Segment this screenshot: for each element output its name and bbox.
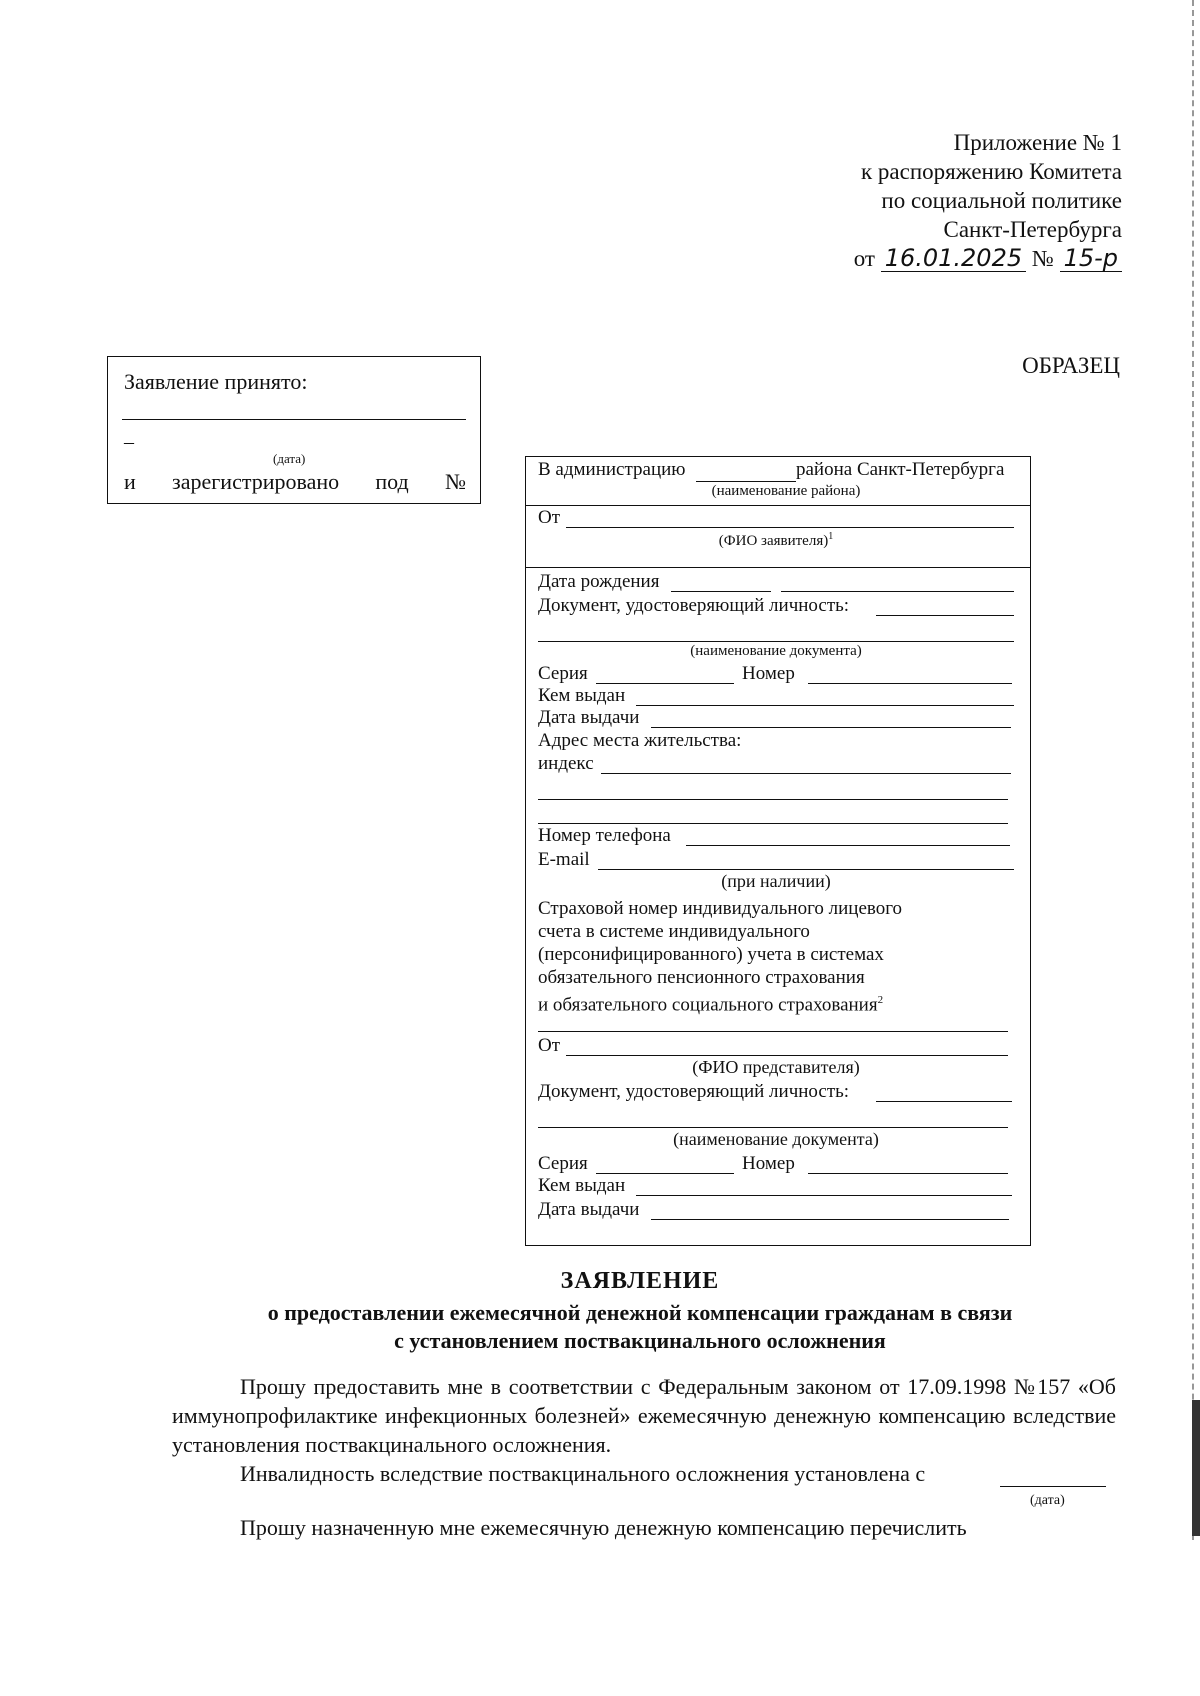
box-divider-2 [526,567,1030,568]
admin-prefix: В администрацию [538,459,686,480]
doc-name-caption: (наименование документа) [690,643,862,659]
rep-doc-name-caption: (наименование документа) [673,1129,879,1149]
rep-series-label: Серия [538,1153,588,1174]
disability-date-line [1000,1486,1106,1487]
address-line-1 [538,799,1008,800]
index-label: индекс [538,753,594,774]
series-line [596,683,734,684]
appendix-date-row [854,244,1122,273]
accepted-blank-line [122,419,466,420]
disability-date-caption: (дата) [1030,1493,1065,1508]
birth-line-2 [781,591,1014,592]
appendix-line2: к распоряжению Комитета [861,159,1122,184]
reg-word-under: под [375,469,409,494]
issued-by-line [636,705,1014,706]
email-label: E-mail [538,849,590,870]
statement-title: ЗАЯВЛЕНИЕ [560,1268,720,1294]
fio-footnote: 1 [828,531,834,542]
appendix-line1: Приложение № 1 [953,130,1122,155]
sample-label: ОБРАЗЕЦ [1022,353,1120,378]
snils-line-4: обязательного пенсионного страхования [538,967,865,988]
appendix-from-label: от [853,246,875,271]
snils-footnote: 2 [877,994,884,1006]
rep-id-doc-label: Документ, удостоверяющий личность: [538,1081,850,1102]
rep-caption: (ФИО представителя) [692,1057,860,1077]
district-line [696,481,796,482]
fio-line [566,527,1014,528]
snils-line-1: Страховой номер индивидуального лицевого [538,898,903,919]
rep-issue-date-line [651,1219,1009,1220]
rep-from-label: От [538,1035,561,1056]
birth-label: Дата рождения [538,571,660,592]
reg-word-number: № [445,469,466,494]
number-line [808,683,1012,684]
district-caption: (наименование района) [711,483,861,499]
accepted-date-caption: (дата) [273,451,306,466]
statement-paragraph-2: Инвалидность вследствие поствакцинального осложнения установлена с [240,1461,926,1486]
address-label: Адрес места жительства: [538,730,742,751]
snils-line-5 [538,989,902,1016]
number-label: Номер [742,663,795,684]
appendix-header [854,128,1122,273]
email-line [598,869,1014,870]
registered-row [124,469,466,495]
box-divider-1 [526,505,1030,506]
appendix-line4: Санкт-Петербурга [943,217,1122,242]
appendix-line3: по социальной политике [881,188,1122,213]
fio-caption [696,531,856,550]
reg-word-and: и [124,469,136,494]
index-line [601,773,1011,774]
reg-word-registered: зарегистрировано [172,469,340,494]
rep-issued-by-label: Кем выдан [538,1175,626,1196]
rep-id-doc-line [876,1101,1012,1102]
handwritten-date: 16.01.2025 [881,245,1026,272]
id-doc-label: Документ, удостоверяющий личность: [538,595,850,616]
snils-line-3: (персонифицированного) учета в системах [538,944,884,965]
phone-label: Номер телефона [538,825,671,846]
phone-line [686,845,1010,846]
application-accepted-box [107,356,481,504]
id-doc-name-line [538,641,1014,642]
from-label: От [538,507,561,528]
appendix-no-label: № [1031,246,1054,271]
snils-line-5-text: и обязательного социального страхования [538,994,878,1016]
snils-value-line [538,1031,1008,1032]
if-any-caption: (при наличии) [721,871,831,891]
rep-fio-line [566,1055,1008,1056]
rep-number-label: Номер [742,1153,795,1174]
id-doc-line [876,615,1014,616]
snils-line-2: счета в системе индивидуального [538,921,810,942]
rep-doc-name-line [538,1127,1008,1128]
admin-suffix: района Санкт-Петербурга [796,459,1005,480]
snils-label [538,897,902,1016]
applicant-info-box [525,456,1031,1246]
statement-subtitle-1: о предоставлении ежемесячной денежной компенсации гражданам в связи [267,1300,1013,1325]
issued-by-label: Кем выдан [538,685,626,706]
statement-paragraph-3: Прошу назначенную мне ежемесячную денежную компенсацию перечислить [240,1515,967,1540]
rep-issue-date-label: Дата выдачи [538,1199,640,1220]
birth-line-1 [671,591,771,592]
issue-date-label: Дата выдачи [538,707,640,728]
accepted-title: Заявление принято: [124,369,308,394]
rep-issued-by-line [636,1195,1012,1196]
accepted-dash: – [124,431,134,453]
fio-caption-text: (ФИО заявителя) [718,533,829,549]
scan-edge-dark [1192,1400,1200,1536]
issue-date-line [651,727,1011,728]
statement-paragraph-1: Прошу предоставить мне в соответствии с Федеральным законом от 17.09.1998 №157 «Об иммунопрофилактике инфекционных болезней» ежемесячную денежную компенсацию вследствие установления поствакцинального осложнения. [172,1374,1116,1457]
address-line-2 [538,823,1008,824]
rep-series-line [596,1173,734,1174]
statement-subtitle-2: с установлением поствакцинального осложнения [394,1328,886,1353]
rep-number-line [808,1173,1008,1174]
series-label: Серия [538,663,588,684]
handwritten-number: 15-р [1060,245,1122,272]
